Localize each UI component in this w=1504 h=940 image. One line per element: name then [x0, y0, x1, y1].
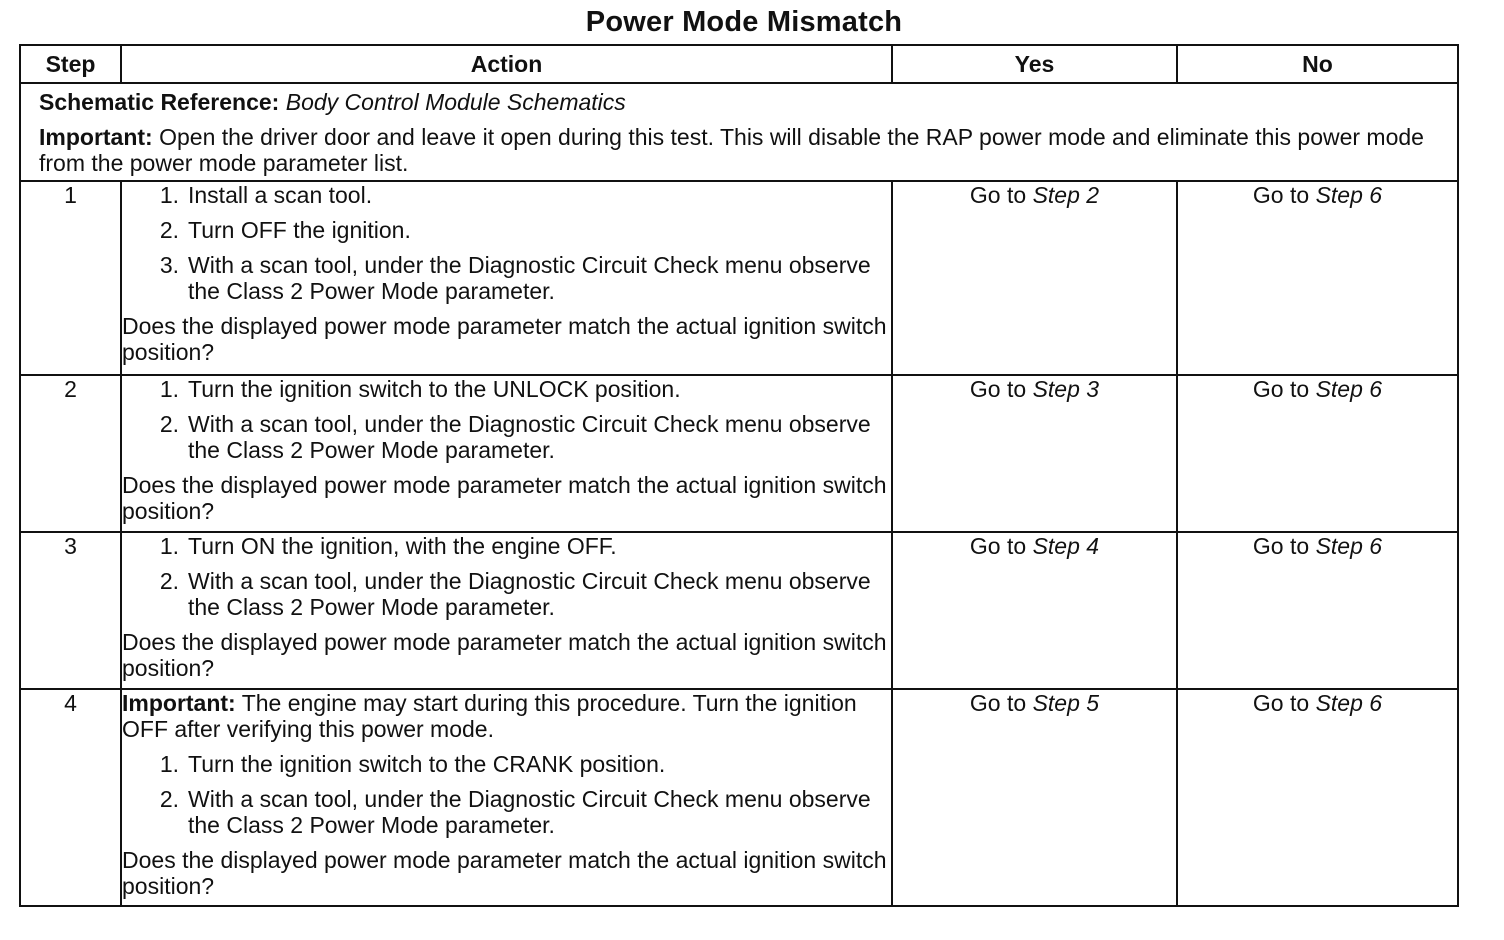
important-label: Important:: [39, 124, 153, 150]
list-item-number: 2.: [159, 217, 179, 243]
action-list: [122, 751, 891, 838]
list-item-text: With a scan tool, under the Diagnostic Circuit Check menu observe the Class 2 Power Mode parameter.: [188, 568, 871, 620]
yes-step-link[interactable]: Step 2: [1032, 182, 1100, 208]
schematic-reference-label: Schematic Reference:: [39, 89, 280, 115]
important-text: Open the driver door and leave it open during this test. This will disable the RAP power mode and eliminate this power mode from the power mode parameter list.: [39, 124, 1424, 176]
no-prefix: Go to: [1252, 376, 1310, 402]
no-step-link[interactable]: Step 6: [1315, 690, 1383, 716]
list-item: [122, 411, 891, 463]
no-step-link[interactable]: Step 6: [1315, 376, 1383, 402]
step-important-note: [122, 690, 891, 742]
yes-prefix: Go to: [969, 376, 1027, 402]
step-number: 2: [20, 375, 121, 532]
yes-cell: [892, 375, 1177, 532]
action-list: [122, 376, 891, 463]
list-item-number: 2.: [159, 411, 179, 437]
action-cell: [121, 532, 892, 689]
list-item: [122, 786, 891, 838]
header-action: Action: [121, 45, 892, 83]
list-item-number: 1.: [159, 376, 179, 402]
reference-row: [20, 83, 1458, 181]
list-item-text: Turn ON the ignition, with the engine OFF.: [188, 533, 617, 559]
list-item-number: 3.: [159, 252, 179, 278]
step-number: 4: [20, 689, 121, 906]
no-prefix: Go to: [1252, 182, 1310, 208]
schematic-reference: [39, 89, 1439, 115]
yes-cell: [892, 689, 1177, 906]
action-question: Does the displayed power mode parameter match the actual ignition switch position?: [122, 847, 887, 899]
step-important-text: The engine may start during this procedure. Turn the ignition OFF after verifying this power mode.: [122, 690, 857, 742]
table-row: [20, 689, 1458, 906]
action-question: Does the displayed power mode parameter match the actual ignition switch position?: [122, 472, 887, 524]
table-row: [20, 375, 1458, 532]
page-title: Power Mode Mismatch: [585, 6, 903, 38]
yes-cell: [892, 532, 1177, 689]
yes-step-link[interactable]: Step 3: [1032, 376, 1100, 402]
action-cell: [121, 689, 892, 906]
list-item: [122, 533, 891, 559]
table-row: [20, 532, 1458, 689]
list-item-text: With a scan tool, under the Diagnostic Circuit Check menu observe the Class 2 Power Mode parameter.: [188, 411, 871, 463]
yes-prefix: Go to: [969, 690, 1027, 716]
diagnostic-table: [19, 44, 1459, 907]
list-item-number: 1.: [159, 533, 179, 559]
list-item: [122, 376, 891, 402]
action-question: Does the displayed power mode parameter match the actual ignition switch position?: [122, 313, 887, 365]
list-item: [122, 568, 891, 620]
list-item-text: Turn OFF the ignition.: [188, 217, 411, 243]
yes-prefix: Go to: [969, 533, 1027, 559]
no-cell: [1177, 689, 1458, 906]
no-step-link[interactable]: Step 6: [1315, 533, 1383, 559]
list-item: [122, 252, 891, 304]
no-prefix: Go to: [1252, 690, 1310, 716]
action-list: [122, 182, 891, 304]
action-cell: [121, 375, 892, 532]
reference-cell: [20, 83, 1458, 181]
list-item: [122, 182, 891, 208]
yes-cell: [892, 181, 1177, 375]
yes-step-link[interactable]: Step 5: [1032, 690, 1100, 716]
step-number: 3: [20, 532, 121, 689]
list-item: [122, 217, 891, 243]
table-row: [20, 181, 1458, 375]
action-list: [122, 533, 891, 620]
important-note: [39, 124, 1439, 176]
list-item-number: 2.: [159, 786, 179, 812]
no-cell: [1177, 375, 1458, 532]
yes-prefix: Go to: [969, 182, 1027, 208]
step-number: 1: [20, 181, 121, 375]
list-item-text: Turn the ignition switch to the CRANK position.: [188, 751, 666, 777]
action-question: Does the displayed power mode parameter match the actual ignition switch position?: [122, 629, 887, 681]
list-item-text: Install a scan tool.: [188, 182, 373, 208]
list-item-text: Turn the ignition switch to the UNLOCK position.: [188, 376, 681, 402]
action-cell: [121, 181, 892, 375]
yes-step-link[interactable]: Step 4: [1032, 533, 1100, 559]
list-item-number: 2.: [159, 568, 179, 594]
list-item-text: With a scan tool, under the Diagnostic Circuit Check menu observe the Class 2 Power Mode parameter.: [188, 786, 871, 838]
no-prefix: Go to: [1252, 533, 1310, 559]
header-no: No: [1177, 45, 1458, 83]
list-item: [122, 751, 891, 777]
no-cell: [1177, 532, 1458, 689]
step-important-label: Important:: [122, 690, 236, 716]
list-item-text: With a scan tool, under the Diagnostic Circuit Check menu observe the Class 2 Power Mode parameter.: [188, 252, 871, 304]
list-item-number: 1.: [159, 182, 179, 208]
no-cell: [1177, 181, 1458, 375]
header-step: Step: [20, 45, 121, 83]
no-step-link[interactable]: Step 6: [1315, 182, 1383, 208]
table-header-row: [20, 45, 1458, 83]
list-item-number: 1.: [159, 751, 179, 777]
header-yes: Yes: [892, 45, 1177, 83]
schematic-reference-link[interactable]: Body Control Module Schematics: [285, 89, 626, 115]
